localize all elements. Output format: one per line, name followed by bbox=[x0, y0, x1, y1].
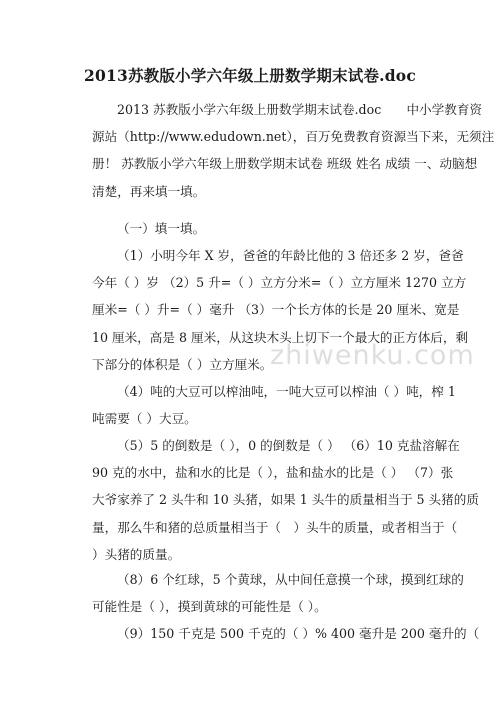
question-line: 量，那么牛和猪的总质量相当于（ ）头牛的质量，或者相当于（ bbox=[92, 519, 458, 535]
question-line: 可能性是（ ），摸到黄球的可能性是（ ）。 bbox=[92, 599, 327, 615]
question-line: （5）5 的倒数是（ ），0 的倒数是（ ） （6）10 克盐溶解在 bbox=[117, 438, 460, 453]
document-title: 2013苏教版小学六年级上册数学期末试卷.doc bbox=[84, 66, 416, 85]
question-line: 吨需要（ ）大豆。 bbox=[92, 411, 197, 427]
question-line: ）头猪的质量。 bbox=[92, 546, 181, 562]
intro-line: 源站（http://www.edudown.net），百万免费教育资源当下来，无须注 bbox=[92, 129, 495, 145]
intro-line: 清楚，再来填一填。 bbox=[92, 183, 206, 199]
question-8 bbox=[92, 566, 464, 620]
question-1-3 bbox=[92, 242, 469, 378]
question-line: （4）吨的大豆可以榨油吨，一吨大豆可以榨油（ ）吨，榨 1 bbox=[117, 384, 456, 399]
question-line: 下部分的体积是（ ）立方厘米。 bbox=[92, 356, 273, 372]
question-4 bbox=[92, 378, 456, 432]
question-line: （9）150 千克是 500 千克的（ ）% 400 毫升是 200 毫升的（ bbox=[117, 626, 480, 641]
intro-line: 2013 苏教版小学六年级上册数学期末试卷.doc 中小学教育资 bbox=[117, 102, 483, 117]
question-9 bbox=[92, 620, 480, 647]
question-line: （1）小明今年 X 岁，爸爸的年龄比他的 3 倍还多 2 岁，爸爸 bbox=[117, 248, 464, 263]
intro-line: 册！ 苏教版小学六年级上册数学期末试卷 班级 姓名 成绩 一、动脑想 bbox=[92, 156, 478, 172]
question-line: 10 厘米，高是 8 厘米，从这块木头上切下一个最大的正方体后，剩 bbox=[92, 329, 469, 345]
question-line: 90 克的水中，盐和水的比是（ ），盐和盐水的比是（ ） （7）张 bbox=[92, 465, 454, 481]
question-line: 大爷家养了 2 头牛和 10 头猪，如果 1 头牛的质量相当于 5 头猪的质 bbox=[92, 492, 479, 508]
section-heading: （一）填一填。 bbox=[117, 221, 206, 236]
question-line: （8）6 个红球，5 个黄球，从中间任意摸一个球，摸到红球的 bbox=[117, 572, 464, 587]
intro-paragraph bbox=[92, 96, 495, 205]
question-line: 厘米=（ ）升=（ ）毫升 （3）一个长方体的长是 20 厘米、宽是 bbox=[92, 302, 460, 318]
watermark-logo: zhiwenku.com bbox=[270, 340, 475, 371]
question-5-7 bbox=[92, 432, 479, 568]
question-line: 今年（ ）岁 （2）5 升=（ ）立方分米=（ ）立方厘米 1270 立方 bbox=[92, 275, 467, 291]
